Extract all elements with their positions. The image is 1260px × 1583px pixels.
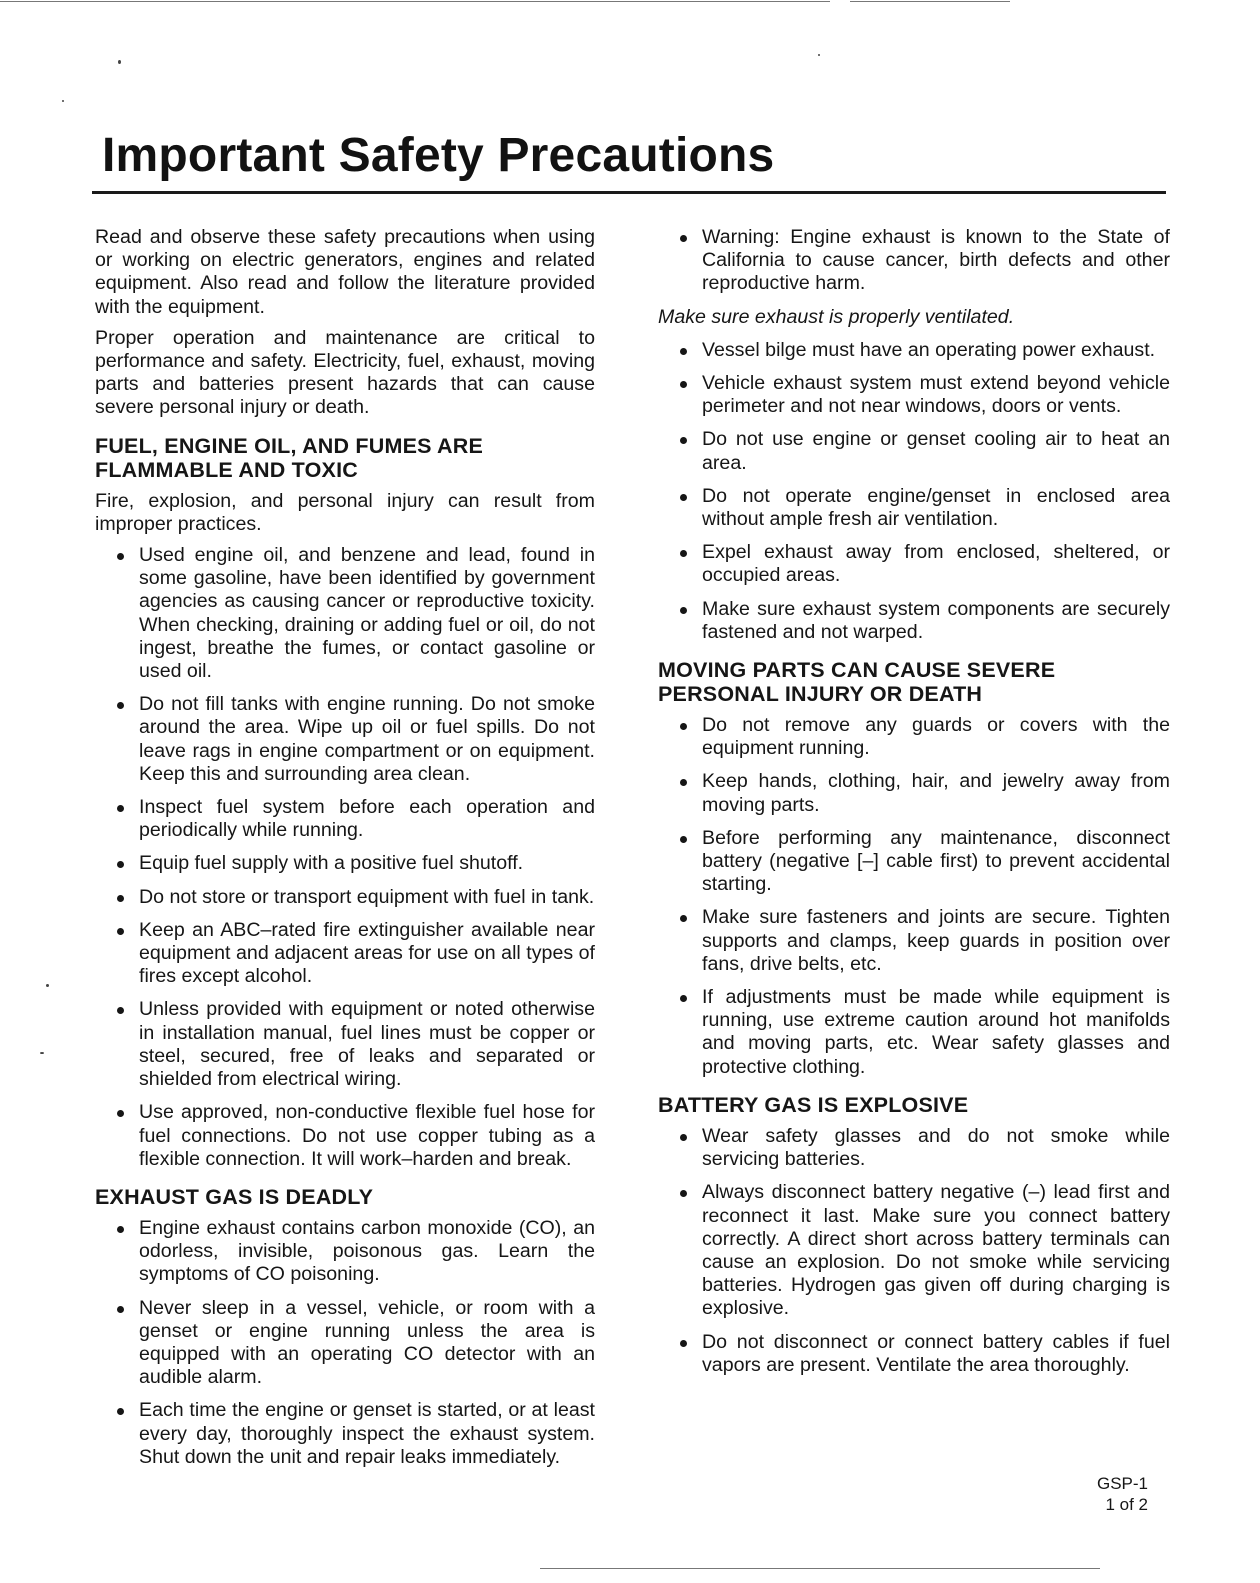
bullet-icon xyxy=(117,1007,124,1014)
list-item xyxy=(139,1297,595,1390)
bullet-icon xyxy=(680,381,687,388)
list-item xyxy=(139,1101,595,1171)
fuel-section-heading xyxy=(95,434,595,482)
list-item-text: Vessel bilge must have an operating power exhaust. xyxy=(702,338,1156,361)
list-item xyxy=(139,1399,595,1469)
fuel-section-intro: Fire, explosion, and personal injury can result from improper practices. xyxy=(95,489,595,535)
list-item xyxy=(702,1331,1170,1377)
bullet-icon xyxy=(117,895,124,902)
list-item-text: If adjustments must be made while equipment is running, use extreme caution around hot manifolds and moving parts, etc. Wear safety glasses and protective clothing. xyxy=(702,986,1170,1078)
list-item-text: Wear safety glasses and do not smoke while servicing batteries. xyxy=(702,1124,1170,1171)
bullet-icon xyxy=(117,553,124,560)
exhaust-warning-list xyxy=(658,226,1170,296)
list-item-text: Vehicle exhaust system must extend beyond vehicle perimeter and not near windows, doors or vents. xyxy=(702,372,1170,418)
intro-paragraph: Read and observe these safety precautions when using or working on electric generators, engines and related equipment. Also read and follow the literature provided with the equipment. xyxy=(95,226,595,318)
bullet-icon xyxy=(117,1110,124,1117)
list-item-text: Engine exhaust contains carbon monoxide (CO), an odorless, invisible, poisonous gas. Learn the symptoms of CO poisoning. xyxy=(139,1216,595,1286)
bullet-icon xyxy=(117,1226,124,1233)
heading-line: FUEL, ENGINE OIL, AND FUMES ARE xyxy=(95,433,484,458)
list-item-text: Do not store or transport equipment with fuel in tank. xyxy=(139,885,595,908)
list-item xyxy=(702,485,1170,531)
scan-speck xyxy=(46,984,49,987)
list-item xyxy=(139,998,595,1091)
bullet-icon xyxy=(680,550,687,557)
list-item xyxy=(702,428,1170,474)
scan-speck xyxy=(40,1052,44,1054)
list-item-text: Do not use engine or genset cooling air to heat an area. xyxy=(702,428,1170,474)
list-item-text: Use approved, non-conductive flexible fuel hose for fuel connections. Do not use copper tubing as a flexible connection. It will work–harden and break. xyxy=(139,1101,595,1170)
document-code-id: GSP-1 xyxy=(1096,1474,1148,1493)
battery-section-heading: BATTERY GAS IS EXPLOSIVE xyxy=(658,1092,969,1117)
scan-edge-line-top xyxy=(0,1,830,2)
list-item xyxy=(139,544,595,683)
list-item-text: Expel exhaust away from enclosed, sheltered, or occupied areas. xyxy=(702,541,1170,587)
list-item-text: Inspect fuel system before each operation and periodically while running. xyxy=(139,796,595,842)
bullet-icon xyxy=(680,1340,687,1347)
list-item xyxy=(702,770,1170,816)
list-item-text: Warning: Engine exhaust is known to the State of California to cause cancer, birth defects and other reproductive harm. xyxy=(702,226,1170,295)
list-item-text: Equip fuel supply with a positive fuel shutoff. xyxy=(139,852,524,875)
heading-line: PERSONAL INJURY OR DEATH xyxy=(658,682,983,707)
bullet-icon xyxy=(117,805,124,812)
right-column xyxy=(658,226,1170,1387)
list-item-text: Do not remove any guards or covers with the equipment running. xyxy=(702,714,1170,760)
list-item xyxy=(139,919,595,989)
page-title: Important Safety Precautions xyxy=(102,129,775,182)
bullet-icon xyxy=(117,1306,124,1313)
list-item-text: Each time the engine or genset is started, or at least every day, thoroughly inspect the exhaust system. Shut down the unit and repair leaks immediately. xyxy=(139,1399,595,1468)
bullet-icon xyxy=(117,1408,124,1415)
list-item xyxy=(702,339,1170,362)
bullet-icon xyxy=(680,437,687,444)
exhaust-bullet-list xyxy=(95,1217,595,1469)
intro-paragraph: Proper operation and maintenance are critical to performance and safety. Electricity, fuel, exhaust, moving parts and batteries present hazards that can cause severe personal injury or death. xyxy=(95,326,595,419)
list-item-text: Do not disconnect or connect battery cables if fuel vapors are present. Ventilate the area thoroughly. xyxy=(702,1330,1170,1376)
list-item-text: Used engine oil, and benzene and lead, found in some gasoline, have been identified by government agencies as causing cancer or reproductive toxicity. When checking, draining or adding fuel or oil, do not ingest, breathe the fumes, or contact gasoline or used oil. xyxy=(139,544,595,683)
battery-bullet-list xyxy=(658,1125,1170,1377)
list-item xyxy=(702,714,1170,760)
list-item-text: Do not fill tanks with engine running. Do not smoke around the area. Wipe up oil or fuel spills. Do not leave rags in engine compartment or on equipment. Keep this and surrounding area clean. xyxy=(139,693,595,785)
bullet-icon xyxy=(117,861,124,868)
list-item xyxy=(702,906,1170,976)
heading-line: MOVING PARTS CAN CAUSE SEVERE xyxy=(658,658,1056,683)
bullet-icon xyxy=(680,607,687,614)
scan-speck xyxy=(118,60,121,64)
list-item xyxy=(702,598,1170,644)
list-item xyxy=(702,827,1170,897)
list-item-text: Keep hands, clothing, hair, and jewelry away from moving parts. xyxy=(702,770,1170,816)
moving-parts-section-heading xyxy=(658,658,1170,706)
list-item-text: Make sure fasteners and joints are secure. Tighten supports and clamps, keep guards in position over fans, drive belts, etc. xyxy=(702,906,1170,975)
list-item xyxy=(139,886,595,909)
bullet-icon xyxy=(680,1190,687,1197)
list-item xyxy=(139,693,595,786)
exhaust-section-heading: EXHAUST GAS IS DEADLY xyxy=(95,1184,374,1209)
list-item xyxy=(702,1181,1170,1320)
bullet-icon xyxy=(680,235,687,242)
scan-edge-line-top-2 xyxy=(850,1,1010,2)
list-item-text: Do not operate engine/genset in enclosed area without ample fresh air ventilation. xyxy=(702,484,1170,531)
bullet-icon xyxy=(117,702,124,709)
list-item xyxy=(702,986,1170,1079)
bullet-icon xyxy=(680,723,687,730)
bullet-icon xyxy=(680,836,687,843)
list-item xyxy=(702,372,1170,418)
bullet-icon xyxy=(680,779,687,786)
list-item xyxy=(139,852,595,875)
fuel-bullet-list xyxy=(95,544,595,1171)
title-rule xyxy=(92,191,1166,194)
ventilation-bullet-list xyxy=(658,339,1170,644)
ventilation-note: Make sure exhaust is properly ventilated. xyxy=(658,305,1015,328)
moving-parts-bullet-list xyxy=(658,714,1170,1079)
scan-speck xyxy=(62,100,64,102)
list-item xyxy=(702,1125,1170,1171)
bullet-icon xyxy=(680,348,687,355)
list-item xyxy=(702,541,1170,587)
list-item xyxy=(139,796,595,842)
bullet-icon xyxy=(680,1134,687,1141)
bullet-icon xyxy=(680,494,687,501)
bullet-icon xyxy=(117,928,124,935)
list-item-text: Make sure exhaust system components are securely fastened and not warped. xyxy=(702,597,1170,643)
bullet-icon xyxy=(680,915,687,922)
list-item xyxy=(139,1217,595,1287)
scan-speck xyxy=(818,54,820,56)
page-number: 1 of 2 xyxy=(1105,1495,1148,1514)
list-item-text: Keep an ABC–rated fire extinguisher available near equipment and adjacent areas for use on all types of fires except alcohol. xyxy=(139,918,595,988)
left-column xyxy=(95,226,595,1479)
heading-line: FLAMMABLE AND TOXIC xyxy=(95,457,358,482)
scan-edge-line-bottom xyxy=(540,1568,1100,1569)
list-item-text: Never sleep in a vessel, vehicle, or room with a genset or engine running unless the area is equipped with an operating CO detector with an audible alarm. xyxy=(139,1296,595,1389)
list-item-text: Before performing any maintenance, disconnect battery (negative [–] cable first) to prevent accidental starting. xyxy=(702,826,1170,896)
list-item-text: Always disconnect battery negative (–) lead first and reconnect it last. Make sure you connect battery correctly. A direct short across battery terminals can cause an explosion. Do not smoke while servicing batteries. Hydrogen gas given off during charging is explosive. xyxy=(702,1181,1170,1320)
list-item-text: Unless provided with equipment or noted otherwise in installation manual, fuel lines must be copper or steel, secured, free of leaks and separated or shielded from electrical wiring. xyxy=(139,998,595,1091)
document-code xyxy=(1097,1473,1148,1515)
bullet-icon xyxy=(680,995,687,1002)
list-item xyxy=(702,226,1170,296)
